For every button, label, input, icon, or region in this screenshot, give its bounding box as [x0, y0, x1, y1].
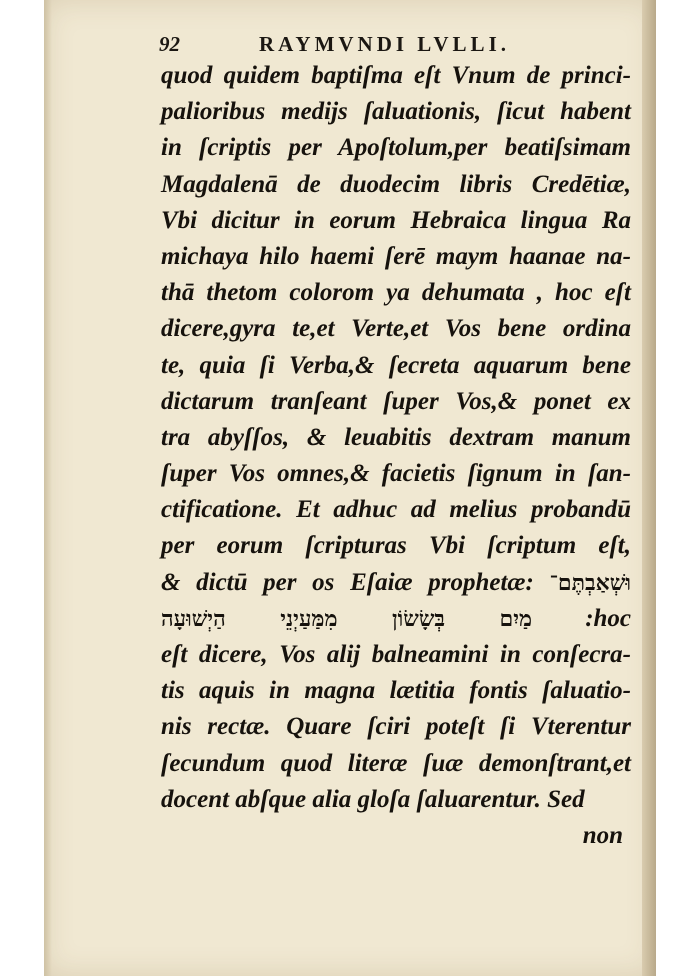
text-line: thā thetom colorom ya dehumata , hoc eſt [161, 279, 631, 307]
text-line: palioribus medijs ſaluationis, ſicut habent [161, 98, 631, 126]
latin-text: & dictū per os Eſaiæ prophetæ: [161, 568, 534, 596]
hebrew-text: מַיִם בְּשָׂשׂוֹן מִמַּעַיְנֵי הַיְשׁוּעָה [161, 605, 533, 632]
text-line: docent abſque alia gloſa ſaluarentur. Sed [161, 785, 585, 813]
text-line: in ſcriptis per Apoſtolum,per beatiſsimam [161, 134, 631, 162]
page-header [159, 30, 579, 60]
catchword: non [582, 821, 623, 849]
text-line: Magdalenā de duodecim libris Credētiæ, [161, 170, 631, 198]
text-line: dicere,gyra te,et Verte,et Vos bene ordina [161, 315, 631, 343]
running-head: RAYMVNDI LVLLI. [259, 32, 510, 56]
book-page [44, 0, 656, 976]
latin-text: :hoc [585, 604, 632, 632]
text-line: per eorum ſcripturas Vbi ſcriptum eſt, [161, 532, 631, 560]
body-text [161, 58, 631, 854]
text-line: ſuper Vos omnes,& facietis ſignum in ſan- [161, 460, 631, 488]
text-line: tra abyſſos, & leuabitis dextram manum [161, 423, 631, 451]
page-number: 92 [159, 32, 180, 56]
text-line: te, quia ſi Verba,& ſecreta aquarum bene [161, 351, 631, 379]
text-line: quod quidem baptiſma eſt Vnum de princi- [161, 62, 631, 89]
text-line: tis aquis in magna lætitia fontis ſaluatio- [161, 677, 631, 705]
text-line: ctificatione. Et adhuc ad melius probandū [161, 496, 631, 524]
page-edge [642, 0, 656, 976]
text-line: eſt dicere, Vos alij balneamini in conſecra- [161, 641, 631, 668]
text-line: ſecundum quod literæ ſuæ demonſtrant,et [161, 749, 631, 777]
text-line: Vbi dicitur in eorum Hebraica lingua Ra [161, 206, 631, 234]
text-line: michaya hilo haemi ſerē maym haanae na- [161, 242, 631, 270]
hebrew-text: וּשְׁאַבְתֶּם־ [549, 569, 631, 596]
text-line-with-hebrew [161, 601, 631, 637]
text-line-with-hebrew [161, 565, 631, 601]
text-line: nis rectæ. Quare ſciri poteſt ſi Vterentur [161, 713, 631, 741]
page-gutter-shadow [44, 0, 52, 976]
text-line: dictarum tranſeant ſuper Vos,& ponet ex [161, 387, 631, 415]
